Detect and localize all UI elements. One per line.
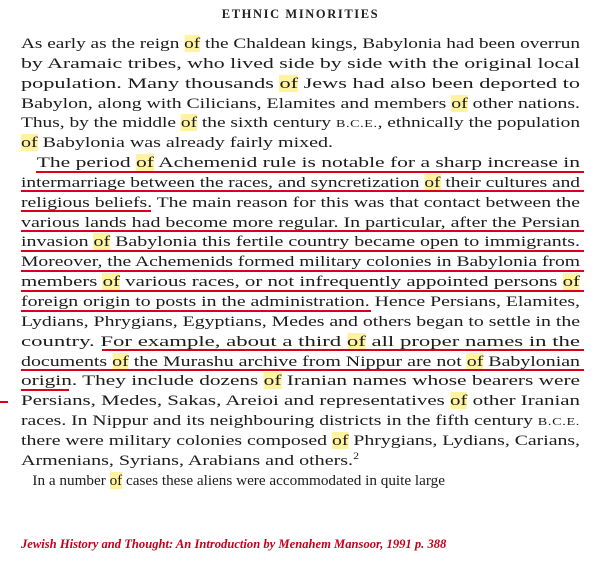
text-run: Phrygians, Lydians, Carians, <box>348 431 580 449</box>
highlighted-word: of <box>21 134 38 152</box>
highlighted-word: of <box>332 431 349 449</box>
text-run: the sixth century <box>197 114 336 132</box>
text-run: other Iranian <box>467 392 580 410</box>
highlighted-word: of <box>424 173 441 191</box>
text-run: Babylonia was already fairly mixed. <box>37 134 334 152</box>
highlighted-word: of <box>466 352 484 370</box>
highlighted-word: of <box>263 372 282 390</box>
text-line <box>21 74 583 94</box>
text-line-content <box>21 451 359 471</box>
red-underline <box>36 171 584 173</box>
text-line-content <box>21 34 580 54</box>
highlighted-word: of <box>112 352 129 370</box>
text-run: Iranian names whose bearers were <box>281 372 580 390</box>
red-underline <box>21 389 69 391</box>
highlighted-word: of <box>93 233 111 251</box>
citation: Jewish History and Thought: An Introduction by Menahem Mansoor, 1991 p. 388 <box>21 537 447 551</box>
highlighted-word: of <box>184 35 201 52</box>
text-run: invasion <box>21 233 94 251</box>
text-run: members <box>21 273 103 291</box>
text-line <box>21 451 583 471</box>
text-line-content <box>21 391 580 411</box>
text-line <box>21 371 583 391</box>
red-underline <box>21 230 584 232</box>
text-run: Persians, Medes, Sakas, Areioi and representatives <box>21 392 450 410</box>
margin-red-mark <box>0 401 8 403</box>
red-underline <box>21 270 584 272</box>
text-run: religious beliefs. The main reason for this was that contact between the <box>21 193 581 211</box>
footnote-marker: 2 <box>353 450 359 461</box>
text-run: B.C.E. <box>537 416 581 429</box>
text-run: their cultures and <box>440 173 580 191</box>
text-run: Jews had also been deported to <box>298 74 580 92</box>
text-run: various races, or not infrequently appointed persons <box>119 273 563 291</box>
highlighted-word: of <box>562 273 581 291</box>
text-run: Lydians, Phrygians, Egyptians, Medes and others began to settle in the <box>21 312 581 330</box>
text-run: the Chaldean kings, Babylonia had been overrun <box>200 35 581 52</box>
text-run: there were military colonies composed <box>21 431 333 449</box>
page-header: ETHNIC MINORITIES <box>221 7 380 21</box>
text-run: The period <box>21 154 136 172</box>
text-line-content <box>21 74 580 94</box>
text-line <box>21 113 583 133</box>
text-run: , ethnically the population <box>377 114 581 132</box>
text-line-content <box>21 411 580 433</box>
text-run: all proper names in the <box>365 332 581 350</box>
text-line-content <box>21 371 580 391</box>
text-line-content <box>21 431 580 451</box>
red-underline <box>21 250 584 252</box>
text-run: Babylonian <box>483 352 581 370</box>
text-line <box>21 54 583 74</box>
red-underline <box>102 349 584 351</box>
red-underline <box>21 190 584 192</box>
highlighted-word: of <box>451 94 468 112</box>
red-underline <box>21 310 371 312</box>
highlighted-word: of <box>346 332 366 350</box>
body-text <box>21 34 583 490</box>
red-underline <box>21 290 584 292</box>
text-line <box>21 34 583 54</box>
text-run: country. For example, about a third <box>21 332 347 350</box>
text-run: the Murashu archive from Nippur are not <box>128 352 467 370</box>
text-line <box>21 471 583 491</box>
text-run: As early as the reign <box>21 35 185 52</box>
text-run: intermarriage between the races, and syncretization <box>21 173 425 191</box>
text-line-content <box>21 312 580 332</box>
text-line-content <box>21 113 580 135</box>
text-run: Moreover, the Achemenids formed military colonies in Babylonia from <box>21 253 581 271</box>
text-run: Babylonia this fertile country became open to immigrants. <box>110 233 580 251</box>
text-line <box>21 431 583 451</box>
text-line-content <box>21 471 445 491</box>
highlighted-word: of <box>102 273 120 291</box>
text-run: Achemenid rule is notable for a sharp increase in <box>153 154 581 172</box>
text-run: various lands had become more regular. In particular, after the Persian <box>21 213 581 231</box>
text-run: Thus, by the middle <box>21 114 181 132</box>
text-run: cases these aliens were accommodated in quite large <box>122 471 445 489</box>
text-run: foreign origin to posts in the administration. Hence Persians, Elamites, <box>21 292 580 310</box>
highlighted-word: of <box>109 471 123 489</box>
text-run: In a number <box>21 471 110 489</box>
text-run: other nations. <box>467 94 580 112</box>
text-line <box>21 411 583 431</box>
text-run: documents <box>21 352 113 370</box>
highlighted-word: of <box>279 74 299 92</box>
text-line <box>21 391 583 411</box>
text-run: Armenians, Syrians, Arabians and others. <box>21 451 354 469</box>
text-run: races. In Nippur and its neighbouring districts in the fifth century <box>21 412 538 430</box>
red-underline <box>21 369 584 371</box>
text-run: origin. They include dozens <box>21 372 264 390</box>
highlighted-word: of <box>449 392 468 410</box>
text-line-content <box>21 94 580 114</box>
text-run: population. Many thousands <box>21 74 280 92</box>
text-line <box>21 94 583 114</box>
text-run: Babylon, along with Cilicians, Elamites and members <box>21 94 452 112</box>
text-line-content <box>21 133 333 153</box>
text-run: B.C.E. <box>335 118 378 131</box>
text-line-content <box>21 54 580 74</box>
text-line <box>21 133 583 153</box>
highlighted-word: of <box>180 114 198 132</box>
text-run: by Aramaic tribes, who lived side by side with the original local <box>21 54 580 72</box>
highlighted-word: of <box>135 154 154 172</box>
red-underline <box>21 210 151 212</box>
text-line <box>21 312 583 332</box>
